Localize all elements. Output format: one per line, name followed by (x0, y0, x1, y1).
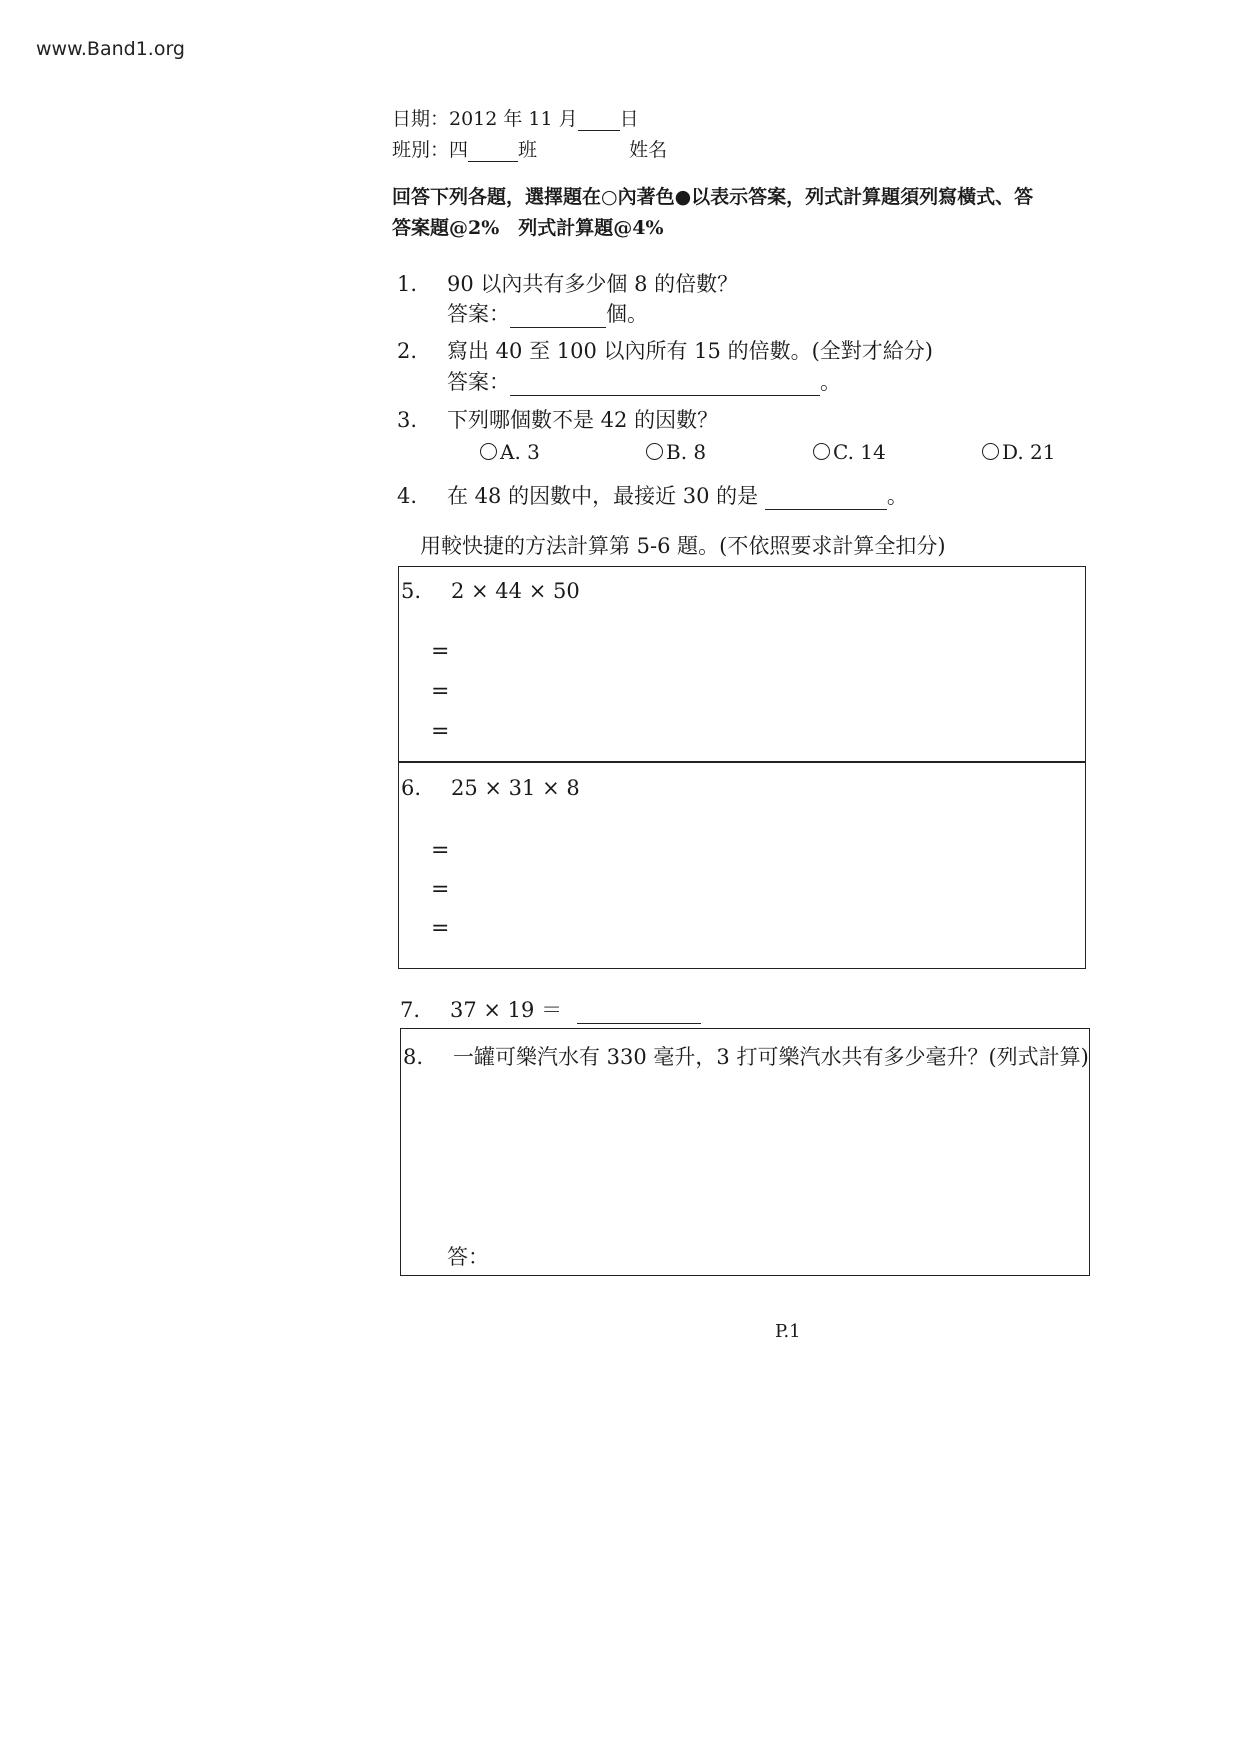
question-number: 5. (401, 579, 422, 603)
question-text: 下列哪個數不是 42 的因數？ (447, 408, 719, 432)
question-5-box (398, 566, 1086, 763)
option-a[interactable] (480, 440, 540, 464)
answer-label: 答： (447, 1245, 489, 1269)
question-8-box (400, 1028, 1090, 1276)
instructions-line2: 答案題@2% 列式計算題@4% (392, 217, 664, 239)
option-label: A. 3 (500, 440, 540, 464)
answer-blank[interactable] (577, 1003, 701, 1024)
option-b[interactable] (646, 440, 706, 464)
equals-sign: = (431, 916, 450, 941)
equals-sign: = (431, 838, 450, 863)
question-number: 8. (403, 1045, 424, 1069)
date-suffix: 日 (619, 108, 639, 130)
date-prefix: 日期：2012 年 11 月 (392, 108, 578, 130)
question-3 (397, 404, 718, 434)
answer-2 (447, 366, 841, 396)
question-2 (397, 335, 933, 365)
option-label: D. 21 (1002, 440, 1056, 464)
answer-unit: 個。 (606, 302, 648, 326)
option-d[interactable] (982, 440, 1056, 464)
radio-circle-icon[interactable] (982, 443, 999, 460)
radio-circle-icon[interactable] (646, 443, 663, 460)
question-number: 4. (397, 484, 418, 508)
question-number: 7. (400, 998, 421, 1022)
question-6-box (398, 761, 1086, 969)
equals-sign: = (431, 877, 450, 902)
question-5 (401, 579, 580, 603)
equals-sign: = (431, 679, 450, 704)
answer-end: 。 (820, 370, 841, 394)
answer-blank[interactable] (765, 489, 887, 510)
question-1 (397, 268, 738, 298)
date-line (392, 104, 639, 131)
question-7 (400, 994, 701, 1024)
answer-blank[interactable] (510, 307, 606, 328)
radio-circle-icon[interactable] (480, 443, 497, 460)
question-text: 在 48 的因數中，最接近 30 的是 (447, 484, 759, 508)
option-label: C. 14 (833, 440, 886, 464)
question-number: 2. (397, 339, 418, 363)
class-suffix: 班 (518, 139, 538, 161)
option-c[interactable] (813, 440, 886, 464)
section-note: 用較快捷的方法計算第 5-6 題。(不依照要求計算全扣分) (420, 534, 946, 558)
question-text: 90 以內共有多少個 8 的倍數？ (447, 272, 739, 296)
question-expression: 2 × 44 × 50 (451, 579, 580, 603)
question-number: 3. (397, 408, 418, 432)
answer-label: 答案： (447, 370, 510, 394)
answer-1 (447, 298, 648, 328)
answer-label: 答案： (447, 302, 510, 326)
question-text: 一罐可樂汽水有 330 毫升，3 打可樂汽水共有多少毫升？(列式計算) (453, 1045, 1089, 1069)
site-url: www.Band1.org (36, 38, 185, 60)
question-6 (401, 776, 580, 800)
radio-circle-icon[interactable] (813, 443, 830, 460)
question-8 (403, 1041, 1089, 1071)
question-number: 6. (401, 776, 422, 800)
answer-end: 。 (886, 484, 908, 508)
page-number: P.1 (775, 1321, 801, 1342)
equals-sign: = (431, 719, 450, 744)
answer-blank[interactable] (510, 375, 820, 396)
day-blank (578, 110, 620, 131)
question-expression: 37 × 19 ＝ (450, 998, 563, 1022)
question-expression: 25 × 31 × 8 (451, 776, 580, 800)
option-label: B. 8 (666, 440, 707, 464)
question-4 (397, 480, 908, 510)
equals-sign: = (431, 639, 450, 664)
instructions-line1: 回答下列各題，選擇題在○內著色●以表示答案，列式計算題須列寫橫式、答 (392, 186, 1034, 208)
class-line (392, 135, 667, 162)
question-text: 寫出 40 至 100 以內所有 15 的倍數。(全對才給分) (447, 339, 933, 363)
name-label: 姓名 (629, 139, 668, 161)
question-number: 1. (397, 272, 418, 296)
class-blank (468, 141, 518, 162)
class-prefix: 班別：四 (392, 139, 469, 161)
